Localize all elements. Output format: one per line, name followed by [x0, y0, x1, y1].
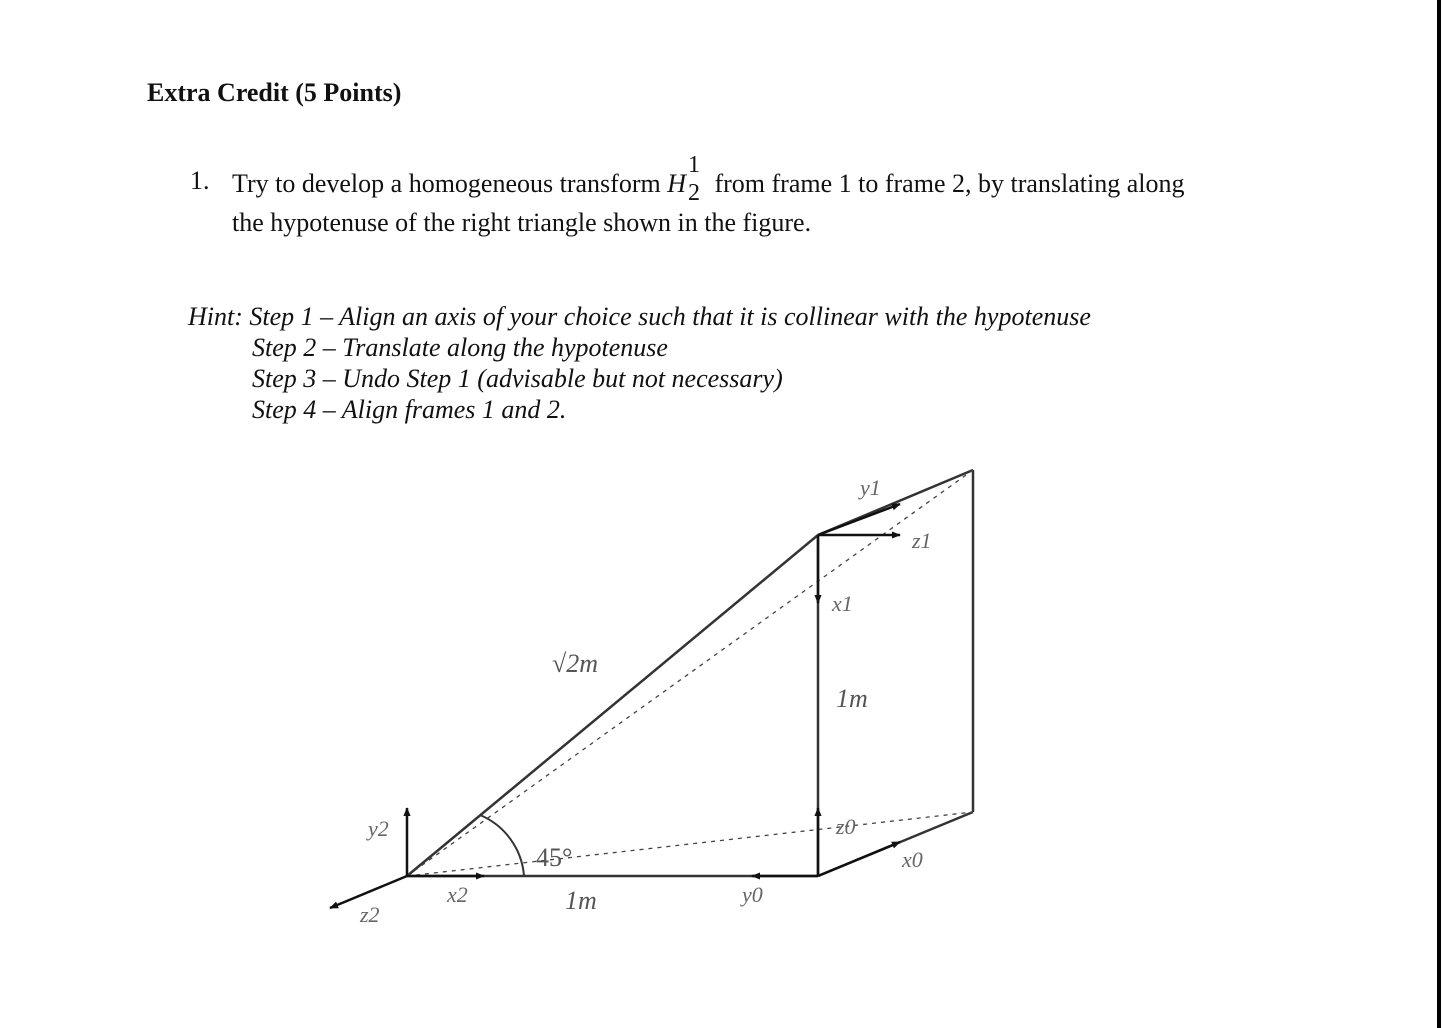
frame0-y-label: y0	[742, 882, 763, 907]
vertical-label: 1m	[836, 684, 868, 713]
frame0-x-axis-arrow	[818, 842, 900, 876]
frame1-x-label: x1	[832, 591, 853, 616]
hypotenuse-line	[407, 535, 818, 876]
question-text-after: from frame 1 to frame 2, by translating along	[707, 169, 1185, 198]
angle-label: 45°	[536, 843, 573, 872]
hint-step-2: Step 2 – Translate along the hypotenuse	[252, 333, 668, 362]
hypotenuse-label: √2m	[552, 649, 599, 678]
frame0-z-label: z0	[836, 814, 856, 839]
hint-step-4: Step 4 – Align frames 1 and 2.	[252, 395, 567, 424]
frame0-x-label: x0	[902, 847, 923, 872]
question-line-2: the hypotenuse of the right triangle shown in the figure.	[232, 208, 812, 237]
question-number: 1.	[190, 166, 210, 195]
section-title: Extra Credit (5 Points)	[147, 78, 402, 107]
transform-symbol: H	[667, 169, 686, 198]
transform-superscript: 1	[687, 152, 700, 178]
question-text-before: Try to develop a homogeneous transform	[232, 169, 668, 198]
frame2-x-label: x2	[447, 882, 468, 907]
base-label: 1m	[565, 886, 597, 915]
hidden-hypotenuse-line	[407, 470, 973, 876]
frame1-y-axis-arrow	[818, 504, 900, 535]
frame2-y-label: y2	[368, 816, 389, 841]
hint-step-3: Step 3 – Undo Step 1 (advisable but not necessary)	[252, 364, 783, 393]
frame1-y-label: y1	[860, 475, 881, 500]
transform-subscript: 2	[687, 180, 700, 206]
angle-arc	[480, 815, 524, 876]
frame2-z-label: z2	[360, 902, 380, 927]
frame1-z-label: z1	[912, 528, 932, 553]
hint-step-1: Hint: Step 1 – Align an axis of your choice such that it is collinear with the hypotenuse	[188, 302, 1091, 331]
